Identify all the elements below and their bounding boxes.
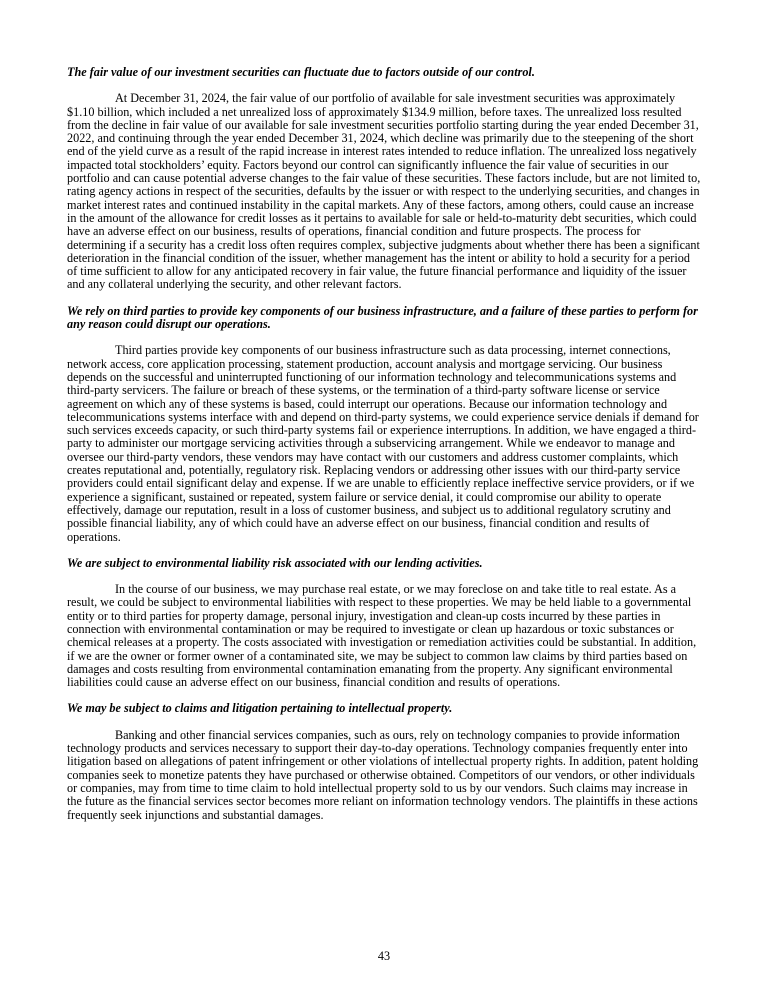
risk-factor-paragraph-environmental-liability: In the course of our business, we may purchase real estate, or we may foreclose on and take title to real estate. As a result, we could be subject to environmental liabilities with respect to these properties. We may be held liable to a governmental entity or to third parties for property damage, personal injury, investigation and clean-up costs incurred by these parties in connection with environmental contamination or may be required to investigate or clean up hazardous or toxic substances or chemical releases at a property. The costs associated with investigation or remediation activities could be substantial. In addition, if we are the owner or former owner of a contaminated site, we may be subject to common law claims by third parties based on damages and costs resulting from environmental contamination emanating from the property. Any significant environmental liabilities could cause an adverse effect on our business, financial condition and results of operations. bbox=[67, 582, 697, 690]
page-number: 43 bbox=[377, 948, 391, 963]
page-footer bbox=[0, 950, 768, 963]
risk-factor-paragraph-third-parties: Third parties provide key components of our business infrastructure such as data processing, internet connections, network access, core application processing, statement production, account analysis and mortgage servicing. Our business depends on the successful and uninterrupted functioning of our information technology and telecommunications systems and third-party servicers. The failure or breach of these systems, or the termination of a third-party software license or service agreement on which any of these systems is based, could interrupt our operations. Because our information technology and telecommunications systems interface with and depend on third-party systems, we could experience service denials if demand for such services exceeds capacity, or such third-party systems fail or experience interruptions. In addition, we have engaged a third-party to administer our mortgage servicing activities through a subservicing arrangement. While we endeavor to manage and oversee our third-party vendors, these vendors may have contact with our customers and address customer complaints, which creates reputational and, potentially, regulatory risk. Replacing vendors or addressing other issues with our third-party service providers could entail significant delay and expense. If we are unable to efficiently replace ineffective service providers, or if we experience a significant, sustained or repeated, system failure or service denial, it could compromise our ability to operate effectively, damage our reputation, result in a loss of customer business, and subject us to additional regulatory scrutiny and possible financial liability, any of which could have an adverse effect on our business, financial condition and results of operations. bbox=[67, 343, 699, 544]
risk-factor-heading-investment-securities: The fair value of our investment securities can fluctuate due to factors outside of our control. bbox=[67, 65, 535, 79]
risk-factor-paragraph-investment-securities: At December 31, 2024, the fair value of our portfolio of available for sale investment securities was approximately $1.10 billion, which included a net unrealized loss of approximately $134.9 million, before taxes. The unrealized loss resulted from the decline in fair value of our available for sale investment securities portfolio starting during the year ended December 31, 2022, and continuing through the year ended December 31, 2024, which decline was primarily due to the steepening of the short end of the yield curve as a result of the rapid increase in interest rates intended to reduce inflation. The unrealized loss negatively impacted total stockholders’ equity. Factors beyond our control can significantly influence the fair value of securities in our portfolio and can cause potential adverse changes to the fair value of these securities. These factors include, but are not limited to, rating agency actions in respect of the securities, defaults by the issuer or with respect to the underlying securities, and changes in market interest rates and continued instability in the capital markets. Any of these factors, among others, could cause an increase in the amount of the allowance for credit losses as it pertains to available for sale or held-to-maturity debt securities, which could have an adverse effect on our business, results of operations, financial condition and future prospects. The process for determining if a security has a credit loss often requires complex, subjective judgments about whether there has been a significant deterioration in the financial condition of the issuer, whether management has the intent or ability to hold a security for a period of time sufficient to allow for any anticipated recovery in fair value, the future financial performance and liquidity of the issuer and any collateral underlying the security, and other relevant factors. bbox=[67, 91, 701, 292]
risk-factor-heading-intellectual-property: We may be subject to claims and litigation pertaining to intellectual property. bbox=[67, 701, 453, 716]
risk-factor-paragraph-intellectual-property: Banking and other financial services companies, such as ours, rely on technology companies to provide information technology products and services necessary to support their day-to-day operations. Technology companies frequently enter into litigation based on allegations of patent infringement or other violations of intellectual property rights. In addition, patent holding companies seek to monetize patents they have purchased or otherwise obtained. Competitors of our vendors, or other individuals or companies, may from time to time claim to hold intellectual property sold to us by our vendors. Such claims may increase in the future as the financial services sector becomes more reliant on information technology vendors. The plaintiffs in these actions frequently seek injunctions and substantial damages. bbox=[67, 727, 699, 822]
risk-factor-heading-environmental-liability: We are subject to environmental liability risk associated with our lending activities. bbox=[67, 555, 483, 570]
risk-factor-heading-third-parties: We rely on third parties to provide key components of our business infrastructure, and a failure of these parties to perform for any reason could disrupt our operations. bbox=[67, 303, 698, 332]
